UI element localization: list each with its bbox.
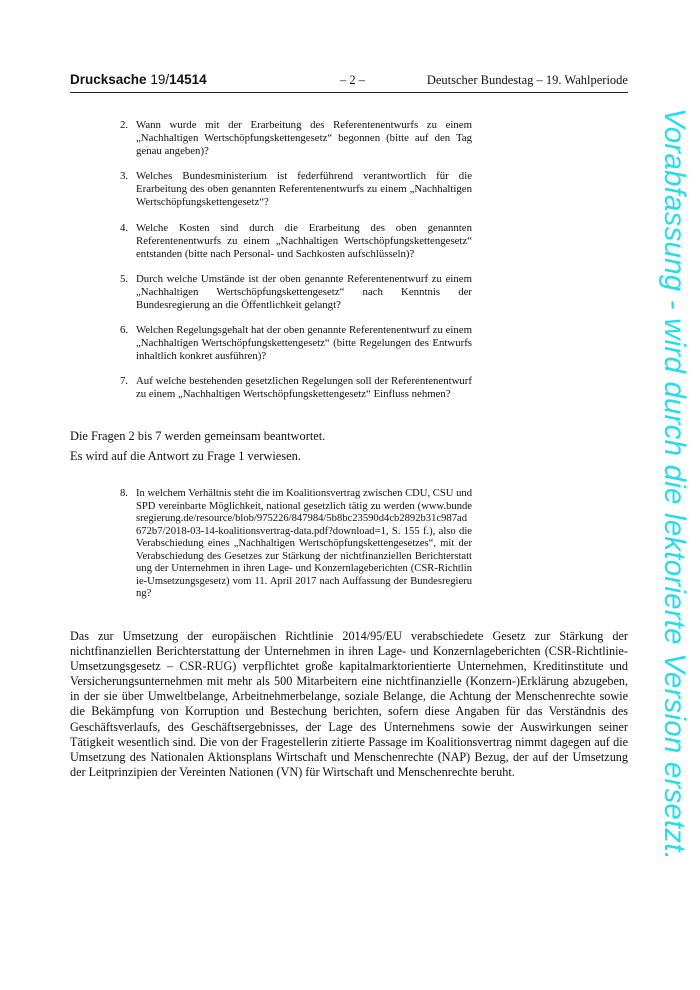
question-number: 3. [120,170,129,182]
question-text: Welches Bundesministerium ist federführend verantwortlich für die Erarbeitung des oben genannten Referentenentwurfs zu einem „Nachhaltigen Wertschöpfungskettengesetz“? [136,170,472,208]
question-number: 2. [120,119,129,131]
parliament-label: Deutscher Bundestag – 19. Wahlperiode [426,73,628,87]
document-label: Drucksache [70,72,147,87]
question-text: Auf welche bestehenden gesetzlichen Regelungen soll der Referentenentwurf zu einem „Nachhaltigen Wertschöpfungskettengesetz“ Einfluss nehmen? [136,375,472,400]
watermark-text: Vorabfassung - wird durch die lektorierte Version ersetzt. [658,108,691,861]
answer-paragraph: Das zur Umsetzung der europäischen Richtlinie 2014/95/EU verabschiedete Gesetz zur Stärkung der nichtfinanziellen Berichterstattung der Unternehmen in ihren Lage- und Konzernlageberichten (CSR-Richtlinie-Umsetzungsgesetz – CSR-RUG) verpflichtet große kapitalmarktorientierte Unternehmen, Kreditinstitute und Versicherungsunternehmen mit mehr als 500 Mitarbeitern eine nichtfinanzielle (Konzern-)Erklärung abzugeben, in der sie über Umweltbelange, Arbeitnehmerbelange, soziale Belange, die Achtung der Menschenrechte sowie die Bekämpfung von Korruption und Bestechung berichten, sofern diese Angaben für das Verständnis des Geschäftsverlaufs, des Geschäftsergebnisses, der Lage des Unternehmens sowie der Auswirkungen seiner Tätigkeit wesentlich sind. Die von der Fragestellerin zitierte Passage im Koalitionsvertrag nimmt dagegen auf die Umsetzung des Nationalen Aktionsplans Wirtschaft und Menschenrechte (NAP) Bezug, der auf der Umsetzung der Leitprinzipien der Vereinten Nationen (VN) für Wirtschaft und Menschenrechte beruht. [70,629,628,779]
question-item [120,375,472,401]
answer-line: Die Fragen 2 bis 7 werden gemeinsam beantwortet. [70,429,326,443]
document-number [70,72,207,87]
question-text: In welchem Verhältnis steht die im Koalitionsvertrag zwischen CDU, CSU und SPD vereinbarte Möglichkeit, national gesetzlich tätig zu werden (www.bundesregierung.de/resource/blob/975226/847984/5b8bc23590d4cb2892b31c987ad672b7/2018-03-14-koalitionsvertrag-data.pdf?download=1, S. 155 f.), also die Verabschiedung eines „Nachhaltigen Wertschöpfungskettengesetzes“, mit der Verabschiedung des Gesetzes zur Stärkung der nichtfinanziellen Berichterstattung der Unternehmen in ihren Lage- und Konzernlageberichten (CSR-Richtlinie-Umsetzungsgesetz) vom 11. April 2017 nach Auffassung der Bundesregierung? [136,488,472,599]
question-item [120,222,472,261]
question-number: 8. [120,488,128,499]
question-item [120,119,472,158]
question-text: Welche Kosten sind durch die Erarbeitung des oben genannten Referentenentwurfs zu einem „Nachhaltigen Wertschöpfungskettengesetz“ entstanden (bitte nach Personal- und Sachkosten aufschlüsseln)? [136,222,472,260]
answer-line: Es wird auf die Antwort zu Frage 1 verwiesen. [70,449,301,463]
question-item [120,324,472,363]
question-number: 5. [120,273,129,285]
page-number: – 2 – [340,73,365,87]
question-text: Welchen Regelungsgehalt hat der oben genannte Referentenentwurf zu einem „Nachhaltigen Wertschöpfungskettengesetz“ (bitte Regelungen des Entwurfs inhaltlich konkret ausführen)? [136,324,472,362]
question-item [120,488,472,601]
question-item [120,170,472,209]
question-number: 6. [120,324,129,336]
question-number: 4. [120,222,129,234]
page-header [70,72,628,93]
question-text: Durch welche Umstände ist der oben genannte Referentenentwurf zu einem „Nachhaltigen Wertschöpfungskettengesetz“ nach Kenntnis der Bundesregierung an die Öffentlichkeit gelangt? [136,273,472,311]
document-number-prefix: 19/ [150,72,170,87]
question-item [120,273,472,312]
question-text: Wann wurde mit der Erarbeitung des Referentenentwurfs zu einem „Nachhaltigen Wertschöpfungskettengesetz“ begonnen (bitte auf den Tag genau angeben)? [136,119,472,157]
question-number: 7. [120,375,129,387]
draft-watermark [658,108,698,888]
document-number-value: 14514 [169,72,207,87]
